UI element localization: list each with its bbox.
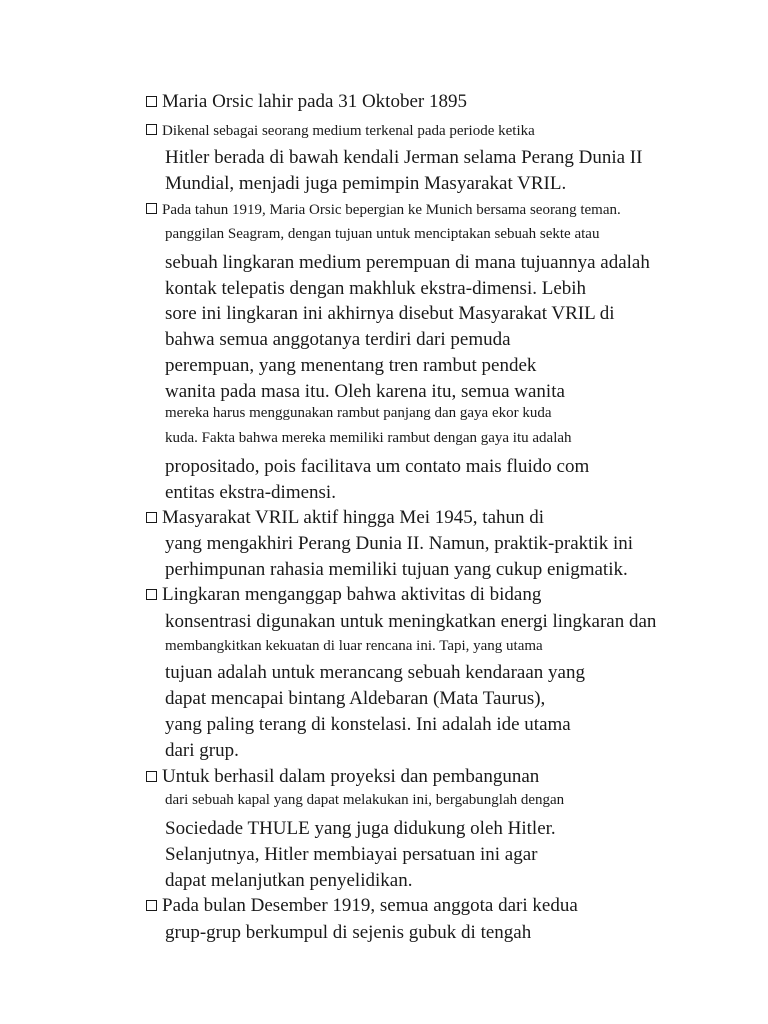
line-text: Hitler berada di bawah kendali Jerman selama Perang Dunia II xyxy=(165,147,643,168)
square-bullet-icon xyxy=(146,203,157,214)
text-line xyxy=(165,845,538,864)
text-line xyxy=(165,356,536,375)
text-line xyxy=(165,279,586,298)
text-line xyxy=(165,330,511,349)
square-bullet-icon xyxy=(146,900,157,911)
text-line xyxy=(165,253,650,272)
line-text: kuda. Fakta bahwa mereka memiliki rambut dengan gaya itu adalah xyxy=(165,430,572,446)
text-line xyxy=(165,174,566,193)
line-text: sebuah lingkaran medium perempuan di mana tujuannya adalah xyxy=(165,252,650,273)
text-line xyxy=(165,382,565,401)
text-line xyxy=(165,304,615,323)
line-text: wanita pada masa itu. Oleh karena itu, semua wanita xyxy=(165,381,565,402)
text-line xyxy=(146,896,578,915)
text-line xyxy=(165,741,239,760)
line-text: dapat mencapai bintang Aldebaran (Mata Taurus), xyxy=(165,688,546,709)
text-line xyxy=(165,819,556,838)
line-text: bahwa semua anggotanya terdiri dari pemuda xyxy=(165,329,511,350)
text-line xyxy=(165,431,572,446)
text-line xyxy=(165,534,633,553)
line-text: panggilan Seagram, dengan tujuan untuk menciptakan sebuah sekte atau xyxy=(165,226,600,242)
line-text: dari grup. xyxy=(165,740,239,761)
line-text: yang mengakhiri Perang Dunia II. Namun, praktik-praktik ini xyxy=(165,533,634,554)
text-line xyxy=(146,124,535,139)
square-bullet-icon xyxy=(146,771,157,782)
line-text: Selanjutnya, Hitler membiayai persatuan ini agar xyxy=(165,844,538,865)
text-line xyxy=(146,508,544,527)
text-line xyxy=(146,585,541,604)
text-line xyxy=(165,612,656,631)
line-text: perempuan, yang menentang tren rambut pendek xyxy=(165,355,537,376)
line-text: yang paling terang di konstelasi. Ini adalah ide utama xyxy=(165,714,571,735)
text-line xyxy=(165,148,642,167)
text-line xyxy=(165,793,564,808)
text-line xyxy=(165,560,628,579)
text-line xyxy=(165,639,543,654)
text-line xyxy=(165,227,599,242)
line-text: Lingkaran menganggap bahwa aktivitas di bidang xyxy=(162,584,542,605)
text-line xyxy=(165,923,531,942)
line-text: propositado, pois facilitava um contato mais fluido com xyxy=(165,456,590,477)
text-line xyxy=(146,767,539,786)
square-bullet-icon xyxy=(146,512,157,523)
line-text: konsentrasi digunakan untuk meningkatkan energi lingkaran dan xyxy=(165,611,657,632)
line-text: Maria Orsic lahir pada 31 Oktober 1895 xyxy=(162,91,467,112)
line-text: membangkitkan kekuatan di luar rencana ini. Tapi, yang utama xyxy=(165,638,543,654)
line-text: grup-grup berkumpul di sejenis gubuk di tengah xyxy=(165,922,532,943)
line-text: mereka harus menggunakan rambut panjang dan gaya ekor kuda xyxy=(165,405,552,421)
line-text: sore ini lingkaran ini akhirnya disebut Masyarakat VRIL di xyxy=(165,303,615,324)
text-line xyxy=(146,92,467,111)
line-text: tujuan adalah untuk merancang sebuah kendaraan yang xyxy=(165,662,585,683)
text-line xyxy=(165,406,552,421)
text-line xyxy=(165,871,412,890)
square-bullet-icon xyxy=(146,96,157,107)
text-line xyxy=(165,483,336,502)
text-line xyxy=(165,457,589,476)
line-text: Dikenal sebagai seorang medium terkenal pada periode ketika xyxy=(162,123,535,139)
text-line xyxy=(165,715,571,734)
square-bullet-icon xyxy=(146,124,157,135)
line-text: Sociedade THULE yang juga didukung oleh Hitler. xyxy=(165,818,556,839)
line-text: Pada bulan Desember 1919, semua anggota dari kedua xyxy=(162,895,578,916)
text-line xyxy=(146,203,621,218)
line-text: Untuk berhasil dalam proyeksi dan pembangunan xyxy=(162,766,540,787)
line-text: perhimpunan rahasia memiliki tujuan yang cukup enigmatik. xyxy=(165,559,628,580)
square-bullet-icon xyxy=(146,589,157,600)
line-text: kontak telepatis dengan makhluk ekstra-dimensi. Lebih xyxy=(165,278,587,299)
line-text: Masyarakat VRIL aktif hingga Mei 1945, tahun di xyxy=(162,507,545,528)
line-text: dari sebuah kapal yang dapat melakukan ini, bergabunglah dengan xyxy=(165,792,565,808)
line-text: entitas ekstra-dimensi. xyxy=(165,482,336,503)
line-text: Pada tahun 1919, Maria Orsic bepergian ke Munich bersama seorang teman. xyxy=(162,202,621,218)
line-text: dapat melanjutkan penyelidikan. xyxy=(165,870,413,891)
text-line xyxy=(165,689,545,708)
line-text: Mundial, menjadi juga pemimpin Masyarakat VRIL. xyxy=(165,173,567,194)
text-line xyxy=(165,663,585,682)
